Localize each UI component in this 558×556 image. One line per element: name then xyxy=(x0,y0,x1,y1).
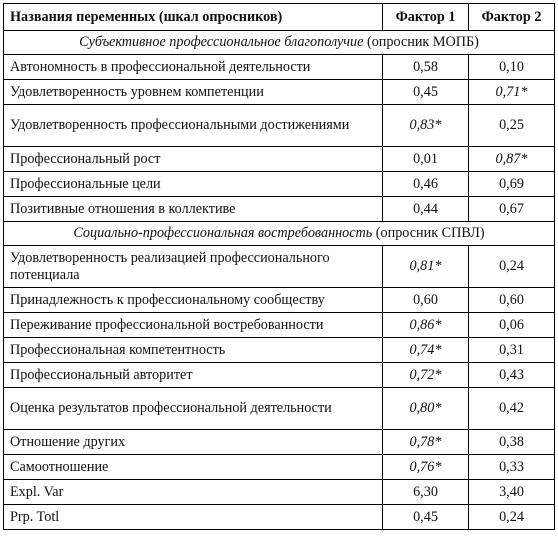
section-questionnaire: (опросник МОПБ) xyxy=(366,34,479,50)
summary-label: Prp. Totl xyxy=(4,505,383,530)
factor-2-value: 0,24 xyxy=(469,505,555,530)
section-title: Субъективное профессиональное благополучие xyxy=(79,34,364,50)
variable-name: Оценка результатов профессиональной деятельности xyxy=(4,388,383,430)
factor-1-value: 0,60 xyxy=(383,288,469,313)
header-factor-1: Фактор 1 xyxy=(383,4,469,31)
factor-2-value: 0,42 xyxy=(469,388,555,430)
variable-name: Удовлетворенность профессиональными достижениями xyxy=(4,105,383,147)
factor-2-value: 0,71* xyxy=(469,80,555,105)
table-row xyxy=(4,388,555,430)
factor-2-value: 0,87* xyxy=(469,147,555,172)
variable-name: Удовлетворенность уровнем компетенции xyxy=(4,80,383,105)
table-row xyxy=(4,197,555,222)
factor-2-value: 0,33 xyxy=(469,455,555,480)
factor-1-value: 0,72* xyxy=(383,363,469,388)
table-row xyxy=(4,246,555,288)
factor-1-value: 0,45 xyxy=(383,80,469,105)
factor-1-value: 0,83* xyxy=(383,105,469,147)
section-header-mopb xyxy=(4,31,555,55)
factor-1-value: 0,81* xyxy=(383,246,469,288)
factor-2-value: 0,67 xyxy=(469,197,555,222)
table-row xyxy=(4,313,555,338)
factor-1-value: 0,44 xyxy=(383,197,469,222)
variable-name: Автономность в профессиональной деятельности xyxy=(4,55,383,80)
table-row xyxy=(4,80,555,105)
factor-2-value: 0,69 xyxy=(469,172,555,197)
summary-label: Expl. Var xyxy=(4,480,383,505)
table-row xyxy=(4,105,555,147)
table-row xyxy=(4,55,555,80)
variable-name: Позитивные отношения в коллективе xyxy=(4,197,383,222)
factor-2-value: 0,25 xyxy=(469,105,555,147)
table-row xyxy=(4,288,555,313)
header-factor-2: Фактор 2 xyxy=(469,4,555,31)
factor-2-value: 0,10 xyxy=(469,55,555,80)
variable-name: Самоотношение xyxy=(4,455,383,480)
summary-row-expl-var xyxy=(4,480,555,505)
factor-2-value: 0,60 xyxy=(469,288,555,313)
factor-2-value: 0,31 xyxy=(469,338,555,363)
variable-name: Профессиональный авторитет xyxy=(4,363,383,388)
factor-1-value: 0,58 xyxy=(383,55,469,80)
summary-row-prp-totl xyxy=(4,505,555,530)
section-title: Социально-профессиональная востребованность xyxy=(73,225,373,241)
table-row xyxy=(4,455,555,480)
table-row xyxy=(4,147,555,172)
table-row xyxy=(4,363,555,388)
header-variable-names: Названия переменных (шкал опросников) xyxy=(4,4,383,31)
factor-1-value: 0,78* xyxy=(383,430,469,455)
factor-2-value: 0,06 xyxy=(469,313,555,338)
section-header-spvl xyxy=(4,222,555,246)
factor-1-value: 0,86* xyxy=(383,313,469,338)
factor-1-value: 0,74* xyxy=(383,338,469,363)
factor-1-value: 0,80* xyxy=(383,388,469,430)
table-header-row xyxy=(4,4,555,31)
factor-1-value: 0,01 xyxy=(383,147,469,172)
variable-name: Профессиональные цели xyxy=(4,172,383,197)
factor-1-value: 0,45 xyxy=(383,505,469,530)
variable-name: Принадлежность к профессиональному сообществу xyxy=(4,288,383,313)
variable-name: Переживание профессиональной востребованности xyxy=(4,313,383,338)
table-row xyxy=(4,172,555,197)
table-row xyxy=(4,430,555,455)
factor-1-value: 0,46 xyxy=(383,172,469,197)
factor-2-value: 0,24 xyxy=(469,246,555,288)
factor-2-value: 0,38 xyxy=(469,430,555,455)
factor-2-value: 0,43 xyxy=(469,363,555,388)
variable-name: Профессиональная компетентность xyxy=(4,338,383,363)
factor-loadings-table xyxy=(3,3,555,530)
variable-name: Удовлетворенность реализацией профессионального потенциала xyxy=(4,246,383,288)
table-row xyxy=(4,338,555,363)
factor-1-value: 0,76* xyxy=(383,455,469,480)
section-questionnaire: (опросник СПВЛ) xyxy=(375,225,485,241)
variable-name: Отношение других xyxy=(4,430,383,455)
factor-1-value: 6,30 xyxy=(383,480,469,505)
factor-2-value: 3,40 xyxy=(469,480,555,505)
variable-name: Профессиональный рост xyxy=(4,147,383,172)
